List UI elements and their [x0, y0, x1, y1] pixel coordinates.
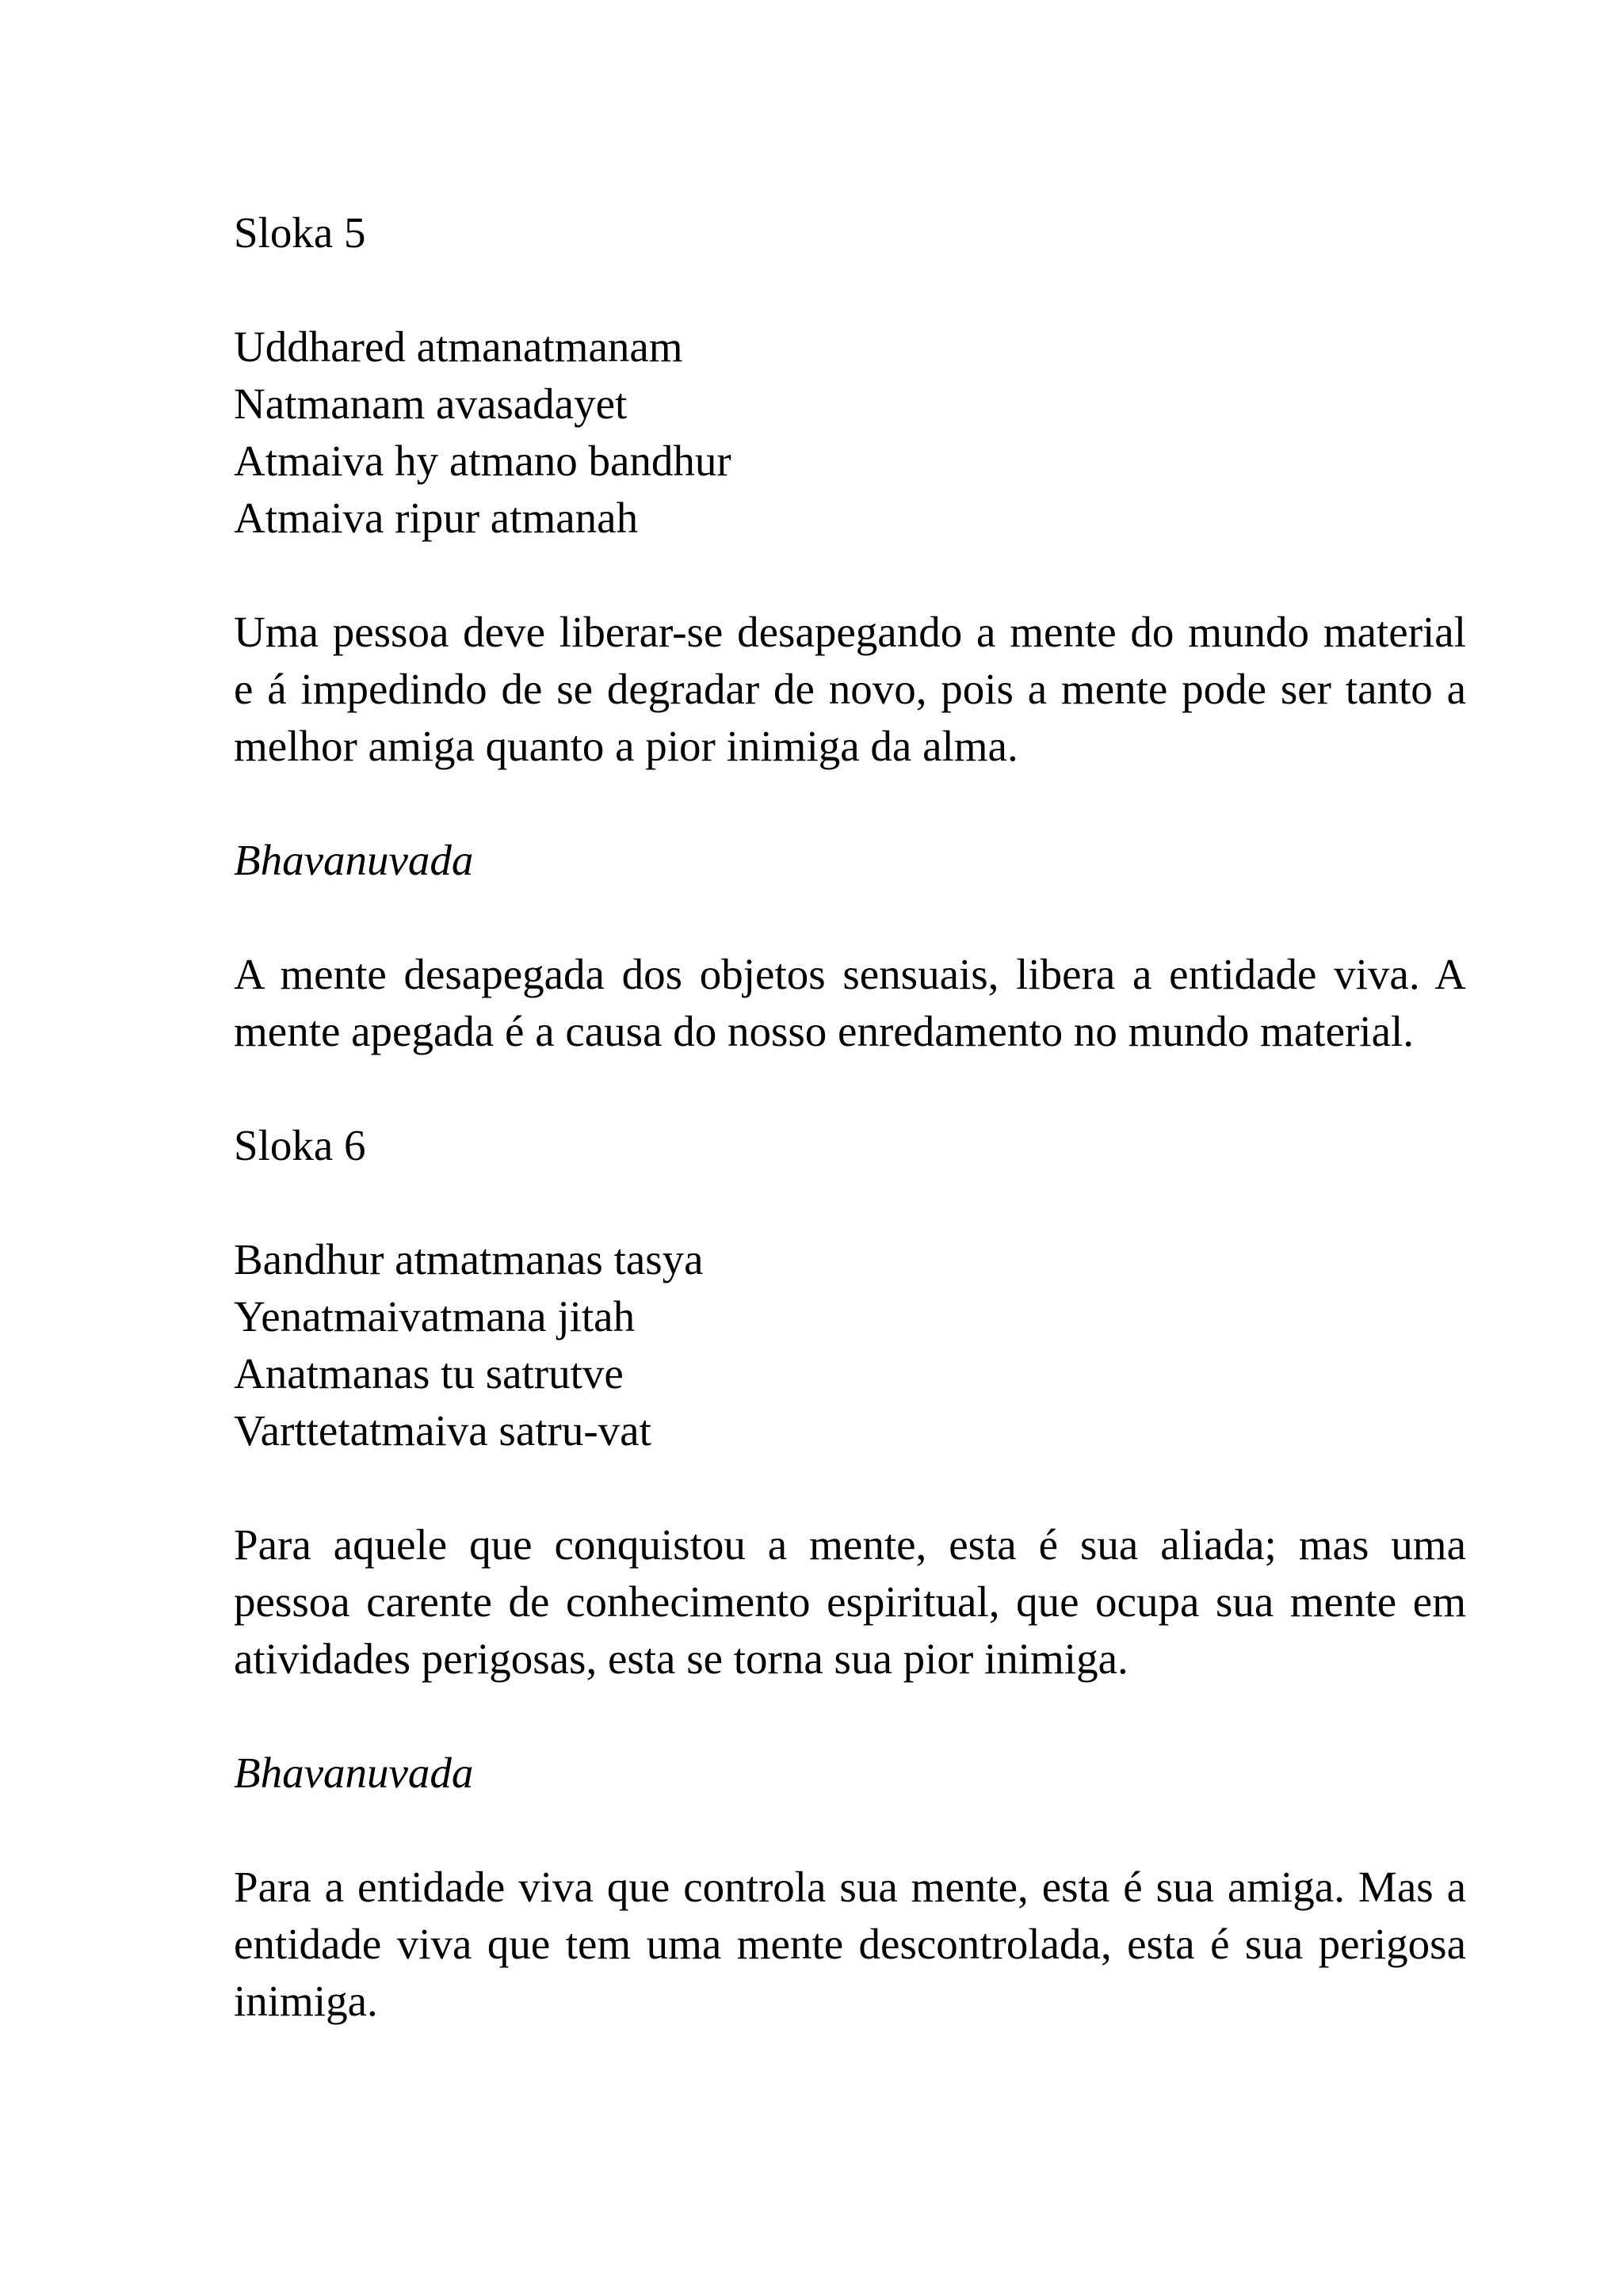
verse-line: Atmaiva hy atmano bandhur [234, 437, 731, 485]
spacer [234, 1688, 1466, 1745]
sanskrit-verse [234, 1231, 1466, 1459]
translation-paragraph: Uma pessoa deve liberar-se desapegando a mente do mundo material e á impedindo de se degradar de novo, pois a mente pode ser tanto a melhor amiga quanto a pior inimiga da alma. [234, 608, 1466, 770]
commentary-paragraph: A mente desapegada dos objetos sensuais, libera a entidade viva. A mente apegada é a causa do nosso enredamento no mundo material. [234, 950, 1466, 1055]
commentary-title: Bhavanuvada [234, 1749, 474, 1797]
commentary-paragraph: Para a entidade viva que controla sua mente, esta é sua amiga. Mas a entidade viva que tem uma mente descontrolada, esta é sua perigosa inimiga. [234, 1863, 1466, 2025]
verse-line: Varttetatmaiva satru-vat [234, 1406, 651, 1455]
spacer [234, 1802, 1466, 1859]
spacer [234, 775, 1466, 832]
verse-line: Atmaiva ripur atmanah [234, 494, 639, 542]
spacer [234, 1060, 1466, 1117]
verse-line: Yenatmaivatmana jitah [234, 1292, 636, 1341]
commentary-title: Bhavanuvada [234, 836, 474, 884]
spacer [234, 261, 1466, 318]
sanskrit-verse [234, 318, 1466, 547]
spacer [234, 1459, 1466, 1516]
spacer [234, 1174, 1466, 1231]
verse-line: Anatmanas tu satrutve [234, 1349, 624, 1398]
sloka-heading: Sloka 5 [234, 208, 366, 257]
spacer [234, 889, 1466, 946]
page-content [234, 204, 1466, 2030]
sloka-heading: Sloka 6 [234, 1121, 366, 1169]
translation-paragraph: Para aquele que conquistou a mente, esta é sua aliada; mas uma pessoa carente de conhecimento espiritual, que ocupa sua mente em atividades perigosas, esta se torna sua pior inimiga. [234, 1520, 1466, 1683]
verse-line: Uddhared atmanatmanam [234, 322, 683, 371]
verse-line: Bandhur atmatmanas tasya [234, 1235, 704, 1283]
verse-line: Natmanam avasadayet [234, 379, 628, 428]
spacer [234, 547, 1466, 604]
